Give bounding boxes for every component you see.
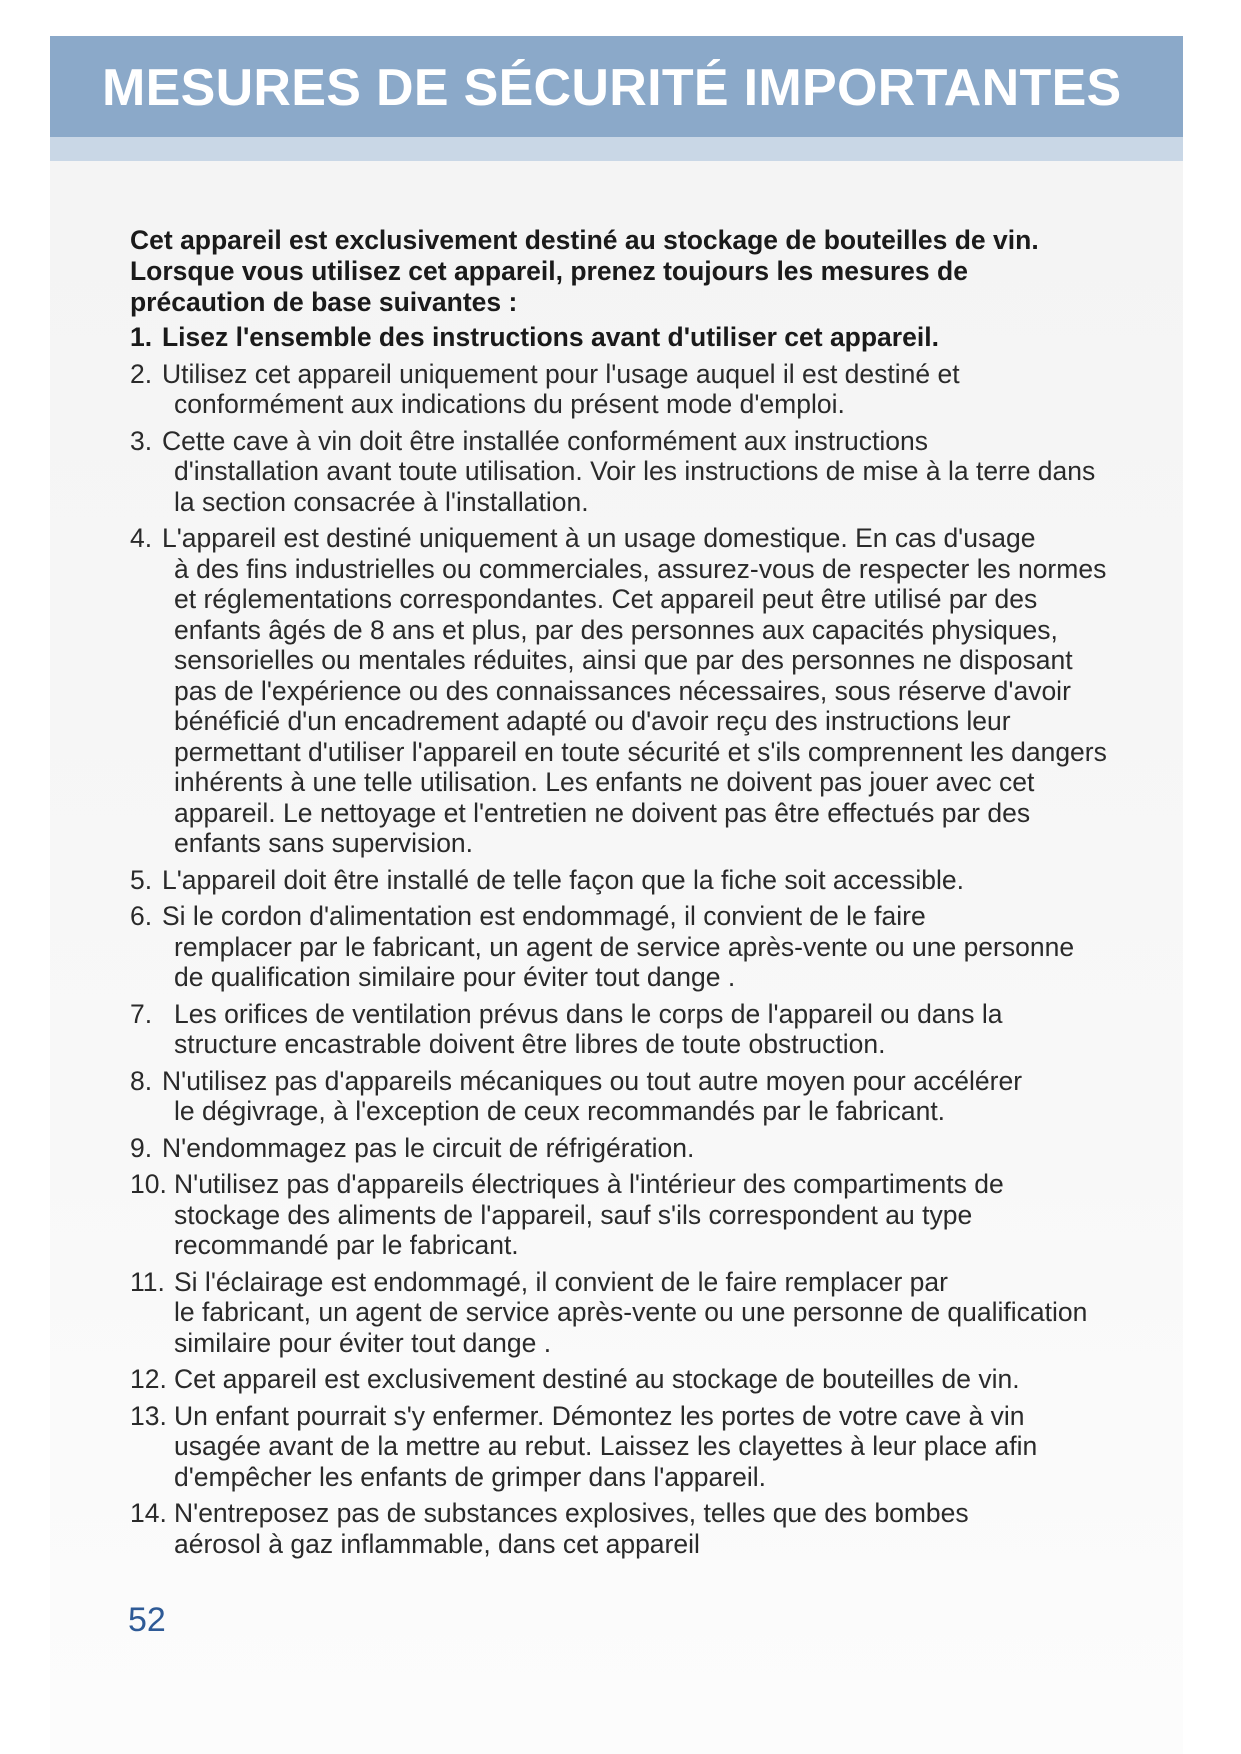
item-text-continued: conformément aux indications du présent mode d'emploi. (174, 389, 845, 419)
item-number: 2. (130, 358, 153, 389)
item-number: 3. (130, 425, 153, 456)
item-number: 13. (130, 1400, 167, 1431)
item-text: Les orifices de ventilation prévus dans le corps de l'appareil ou dans la (174, 998, 1003, 1029)
page-title: MESURES DE SÉCURITÉ IMPORTANTES (102, 59, 1122, 117)
item-text: N'utilisez pas d'appareils électriques à l'intérieur des compartiments de (174, 1169, 1004, 1199)
list-item (130, 1066, 1110, 1127)
item-number: 14. (130, 1498, 167, 1528)
item-text: Lisez l'ensemble des instructions avant d'utiliser cet appareil. (162, 322, 939, 352)
page-number: 52 (128, 1601, 166, 1639)
header-accent-strip (50, 137, 1183, 161)
item-text: Si le cordon d'alimentation est endommagé, il convient de le faire (162, 901, 926, 931)
list-item (130, 359, 1110, 420)
list-item (130, 426, 1110, 518)
item-text: N'entreposez pas de substances explosives, telles que des bombes (174, 1498, 969, 1528)
list-item (130, 865, 1110, 896)
item-text: Utilisez cet appareil uniquement pour l'usage auquel il est destiné et (162, 358, 960, 389)
item-text: Cette cave à vin doit être installée conformément aux instructions (162, 425, 928, 456)
list-item (130, 1133, 1110, 1164)
item-text-continued: aérosol à gaz inflammable, dans cet appareil (174, 1528, 700, 1559)
item-text: L'appareil doit être installé de telle façon que la fiche soit accessible. (162, 864, 965, 895)
list-item (130, 999, 1110, 1060)
item-text: Un enfant pourrait s'y enfermer. Démontez les portes de votre cave à vin (174, 1400, 1025, 1431)
safety-content (130, 225, 1110, 1565)
item-number: 9. (130, 1132, 153, 1163)
list-item (130, 1364, 1110, 1395)
item-text-continued: d'installation avant toute utilisation. Voir les instructions de mise à la terre dans la section consacrée à l'installation. (174, 456, 1096, 517)
list-item (130, 523, 1110, 859)
item-number: 1. (130, 322, 153, 352)
item-number: 12. (130, 1364, 167, 1394)
list-item (130, 1169, 1110, 1261)
item-number: 4. (130, 523, 153, 553)
item-text-continued: remplacer par le fabricant, un agent de service après-vente ou une personne de qualification similaire pour éviter tout dange . (174, 931, 1075, 992)
item-number: 7. (130, 998, 153, 1029)
item-text-continued: à des fins industrielles ou commerciales, assurez-vous de respecter les normes et réglementations correspondantes. Cet appareil peut être utilisé par des enfants âgés de 8 ans et plus, par des personnes aux capacités physiques, sensorielles ou mentales réduites, ainsi que par des personnes ne disposant pas de l'expérience ou des connaissances nécessaires, sous réserve d'avoir bénéficié d'un encadrement adapté ou d'avoir reçu des instructions leur permettant d'utiliser l'appareil en toute sécurité et s'ils comprennent les dangers inhérents à une telle utilisation. Les enfants ne doivent pas jouer avec cet appareil. Le nettoyage et l'entretien ne doivent pas être effectués par des enfants sans supervision. (174, 553, 1107, 858)
item-text-continued: le fabricant, un agent de service après-vente ou une personne de qualification similaire pour éviter tout dange . (174, 1297, 1088, 1358)
item-text-continued: structure encastrable doivent être libres de toute obstruction. (174, 1029, 886, 1059)
item-text: N'endommagez pas le circuit de réfrigération. (162, 1132, 695, 1163)
item-number: 10. (130, 1169, 167, 1199)
safety-instructions-list (130, 322, 1110, 1559)
list-item (130, 1267, 1110, 1359)
item-number: 5. (130, 864, 153, 895)
item-text: Si l'éclairage est endommagé, il convient de le faire remplacer par (174, 1266, 948, 1297)
item-text: N'utilisez pas d'appareils mécaniques ou tout autre moyen pour accélérer (162, 1065, 1023, 1096)
item-number: 8. (130, 1065, 153, 1096)
intro-paragraph: Cet appareil est exclusivement destiné au stockage de bouteilles de vin. Lorsque vous utilisez cet appareil, prenez toujours les mesures de précaution de base suivantes : (130, 225, 1039, 317)
list-item (130, 901, 1110, 993)
item-text-continued: stockage des aliments de l'appareil, sauf s'ils correspondent au type recommandé par le fabricant. (174, 1199, 973, 1260)
item-text: Cet appareil est exclusivement destiné au stockage de bouteilles de vin. (174, 1364, 1020, 1394)
item-number: 11. (130, 1266, 165, 1297)
item-number: 6. (130, 901, 153, 931)
list-item (130, 1498, 1110, 1559)
item-text-continued: usagée avant de la mettre au rebut. Laissez les clayettes à leur place afin d'empêcher les enfants de grimper dans l'appareil. (174, 1431, 1038, 1492)
list-item (130, 322, 1110, 353)
item-text-continued: le dégivrage, à l'exception de ceux recommandés par le fabricant. (174, 1096, 946, 1126)
list-item (130, 1401, 1110, 1493)
item-text: L'appareil est destiné uniquement à un usage domestique. En cas d'usage (162, 523, 1036, 553)
